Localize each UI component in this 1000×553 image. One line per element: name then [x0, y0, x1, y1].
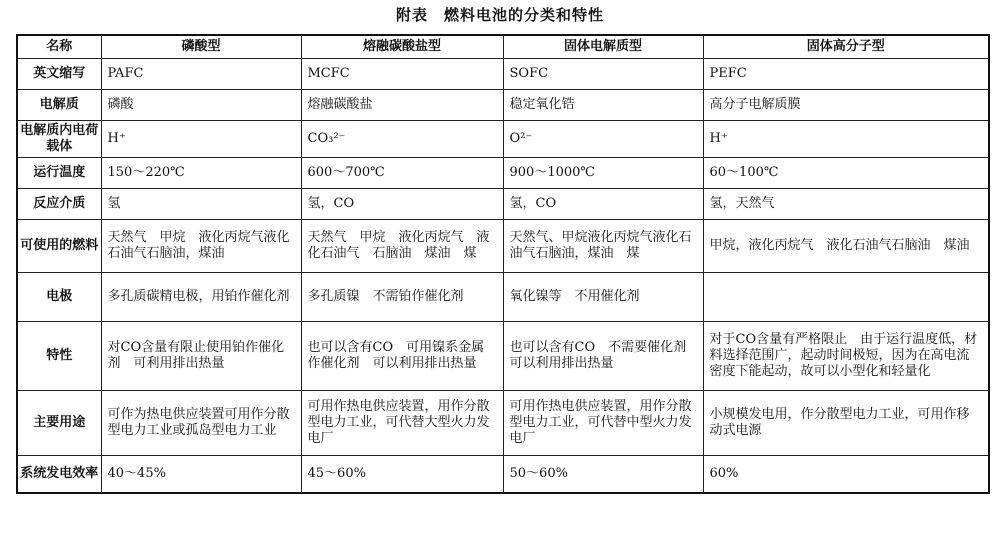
- row-label: 运行温度: [17, 158, 101, 189]
- table-cell: CO₃²⁻: [301, 121, 503, 158]
- row-label: 电极: [17, 273, 101, 322]
- row-label: 主要用途: [17, 391, 101, 456]
- header-cell: 固体电解质型: [503, 35, 703, 59]
- table-cell: 60%: [703, 456, 989, 494]
- header-cell: 磷酸型: [101, 35, 301, 59]
- table-row: [17, 158, 989, 189]
- table-cell: 也可以含有CO 不需要催化剂 可以利用排出热量: [503, 322, 703, 391]
- table-cell: 氢，天然气: [703, 189, 989, 220]
- table-cell: 天然气、甲烷液化丙烷气液化石油气石脑油，煤油 煤: [503, 220, 703, 273]
- table-cell: 900～1000℃: [503, 158, 703, 189]
- table-cell: 多孔质镍 不需铂作催化剂: [301, 273, 503, 322]
- table-cell: 可作为热电供应装置可用作分散型电力工业或孤岛型电力工业: [101, 391, 301, 456]
- table-row: [17, 121, 989, 158]
- table-cell: [703, 273, 989, 322]
- table-caption: 附表 燃料电池的分类和特性: [395, 6, 604, 24]
- table-row: [17, 90, 989, 121]
- table-cell: 可用作热电供应装置，用作分散型电力工业，可代替中型火力发电厂: [503, 391, 703, 456]
- row-label: 电解质: [17, 90, 101, 121]
- table-cell: 氢，CO: [503, 189, 703, 220]
- table-row: [17, 59, 989, 90]
- row-label: 特性: [17, 322, 101, 391]
- table-cell: 50～60%: [503, 456, 703, 494]
- header-cell: 名称: [17, 35, 101, 59]
- fuel-cell-table: [16, 34, 990, 494]
- row-label: 可使用的燃料: [17, 220, 101, 273]
- table-cell: SOFC: [503, 59, 703, 90]
- table-cell: 高分子电解质膜: [703, 90, 989, 121]
- table-cell: 可用作热电供应装置，用作分散型电力工业，可代替大型火力发电厂: [301, 391, 503, 456]
- table-cell: MCFC: [301, 59, 503, 90]
- table-cell: 磷酸: [101, 90, 301, 121]
- table-cell: 氢: [101, 189, 301, 220]
- table-cell: PEFC: [703, 59, 989, 90]
- row-label: 英文缩写: [17, 59, 101, 90]
- table-cell: 天然气 甲烷 液化丙烷气液化石油气石脑油，煤油: [101, 220, 301, 273]
- table-cell: 多孔质碳精电极，用铂作催化剂: [101, 273, 301, 322]
- row-label: 反应介质: [17, 189, 101, 220]
- table-row: [17, 189, 989, 220]
- table-cell: 40～45%: [101, 456, 301, 494]
- table-cell: 150～220℃: [101, 158, 301, 189]
- table-cell: H⁺: [703, 121, 989, 158]
- table-cell: 小规模发电用，作分散型电力工业，可用作移动式电源: [703, 391, 989, 456]
- header-cell: 固体高分子型: [703, 35, 989, 59]
- table-cell: 甲烷，液化丙烷气 液化石油气石脑油 煤油: [703, 220, 989, 273]
- table-cell: 也可以含有CO 可用镍系金属作催化剂 可以利用排出热量: [301, 322, 503, 391]
- table-cell: 对于CO含量有严格限止 由于运行温度低，材料选择范围广，起动时间极短，因为在高电流密度下能起动，故可以小型化和轻量化: [703, 322, 989, 391]
- table-row: [17, 220, 989, 273]
- table-row: [17, 391, 989, 456]
- row-label: 电解质内电荷载体: [17, 121, 101, 158]
- table-cell: 45～60%: [301, 456, 503, 494]
- table-cell: 氢，CO: [301, 189, 503, 220]
- table-row: [17, 456, 989, 494]
- table-row: [17, 322, 989, 391]
- table-cell: O²⁻: [503, 121, 703, 158]
- row-label: 系统发电效率: [17, 456, 101, 494]
- table-cell: 稳定氧化锆: [503, 90, 703, 121]
- header-row: [17, 35, 989, 59]
- table-cell: 熔融碳酸盐: [301, 90, 503, 121]
- table-cell: 对CO含量有限止使用铂作催化剂 可利用排出热量: [101, 322, 301, 391]
- table-cell: 氧化镍等 不用催化剂: [503, 273, 703, 322]
- table-cell: PAFC: [101, 59, 301, 90]
- header-cell: 熔融碳酸盐型: [301, 35, 503, 59]
- table-row: [17, 273, 989, 322]
- table-cell: 600～700℃: [301, 158, 503, 189]
- table-cell: H⁺: [101, 121, 301, 158]
- table-cell: 60～100℃: [703, 158, 989, 189]
- table-cell: 天然气 甲烷 液化丙烷气 液化石油气 石脑油 煤油 煤: [301, 220, 503, 273]
